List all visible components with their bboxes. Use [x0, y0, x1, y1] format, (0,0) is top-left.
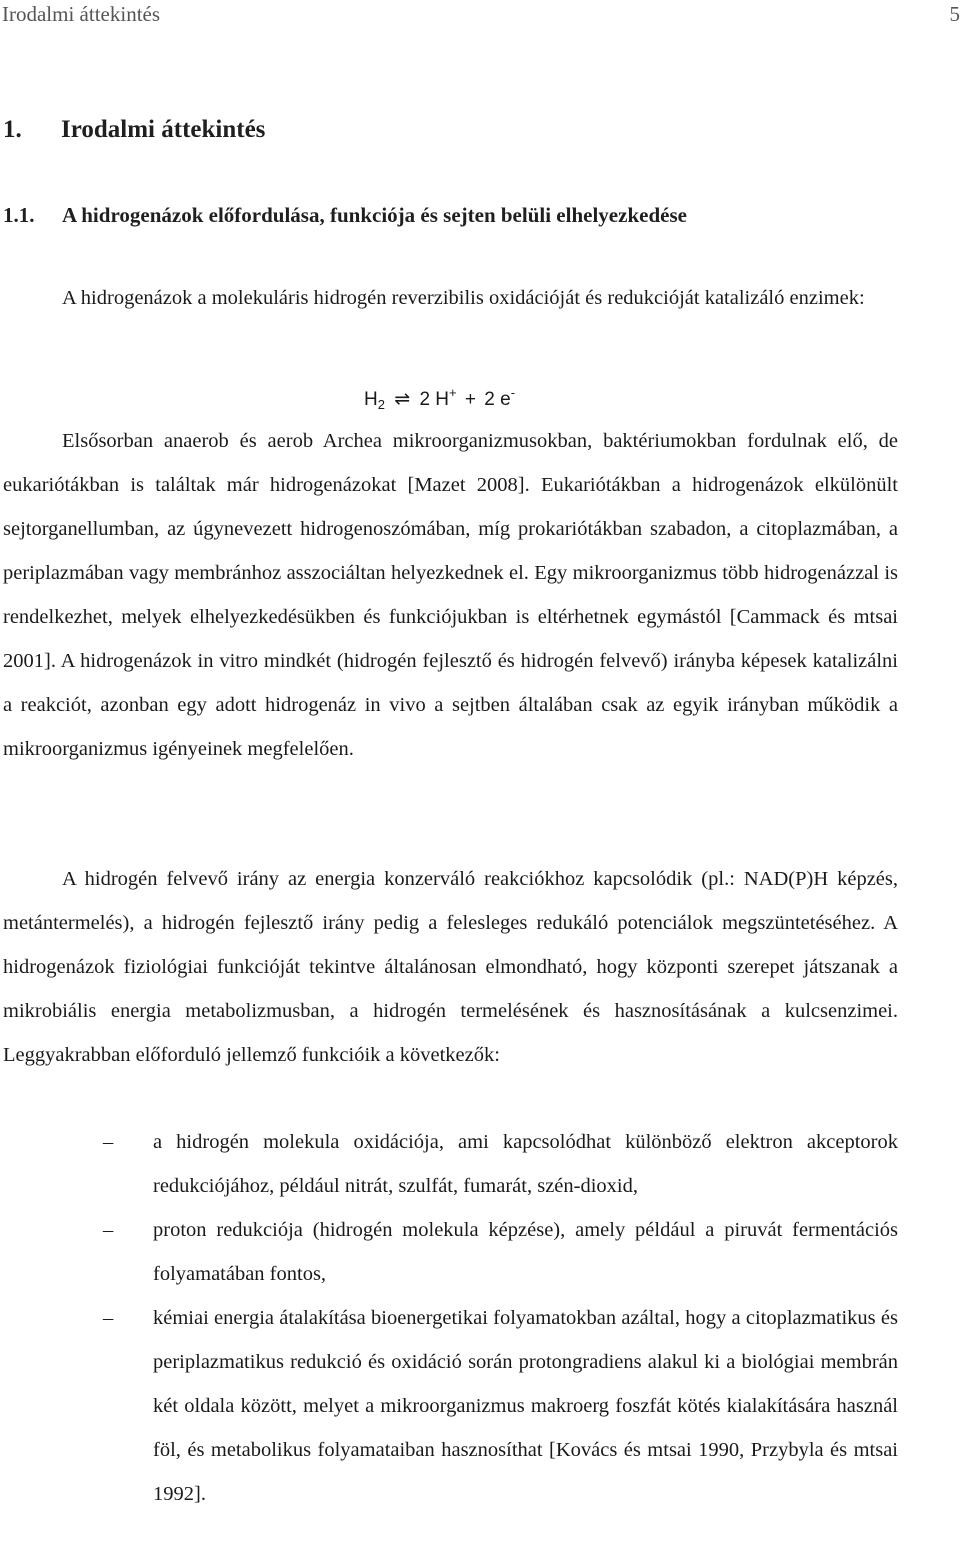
equilibrium-arrow: ⇌	[394, 389, 411, 410]
intro-paragraph: A hidrogenázok a molekuláris hidrogén reverzibilis oxidációját és redukcióját katalizáló enzimek:	[62, 287, 865, 309]
list-item-text: kémiai energia átalakítása bioenergetikai folyamatokban azáltal, hogy a citoplazmatikus és periplazmatikus redukció és oxidáció során protongradiens alakul ki a biológiai membrán két oldala között, melyet a mikroorganizmus makroerg foszfát kötés kialakítására használ föl, és metabolikus folyamataiban hasznosíthat [Kovács és mtsai 1990, Przybyla és mtsai 1992].	[153, 1307, 898, 1505]
running-header	[0, 0, 960, 30]
equation-rhs-electron: 2 e	[484, 389, 511, 410]
list-item-text: a hidrogén molekula oxidációja, ami kapcsolódhat különböző elektron akceptorok redukciójához, például nitrát, szulfát, fumarát, szén-dioxid,	[153, 1131, 898, 1197]
list-bullet: –	[103, 1219, 114, 1241]
function-list	[3, 1120, 898, 1516]
section-number: 1.1.	[3, 203, 35, 227]
list-bullet: –	[103, 1131, 114, 1153]
equation-lhs: H	[364, 389, 378, 410]
equation-rhs-proton: 2 H	[419, 389, 450, 410]
section-title: A hidrogenázok előfordulása, funkciója és sejten belüli elhelyezkedése	[62, 203, 687, 227]
list-item	[3, 1296, 898, 1516]
list-bullet: –	[103, 1307, 114, 1329]
list-item	[3, 1208, 898, 1296]
chapter-heading	[3, 113, 265, 147]
chapter-number: 1.	[3, 116, 22, 143]
chapter-title: Irodalmi áttekintés	[61, 116, 266, 143]
list-item-text: proton redukciója (hidrogén molekula képzése), amely például a piruvát fermentációs folyamatában fontos,	[153, 1219, 898, 1285]
function-paragraph: A hidrogén felvevő irány az energia konzerváló reakciókhoz kapcsolódik (pl.: NAD(P)H képzés, metántermelés), a hidrogén fejlesztő irány pedig a felesleges redukáló potenciálok megszüntetéséhez. A hidrogenázok fiziológiai funkcióját tekintve általánosan elmondható, hogy központi szerepet játszanak a mikrobiális energia metabolizmusban, a hidrogén termelésének és hasznosításának a kulcsenzimei. Leggyakrabban előforduló jellemző funkcióik a következők:	[3, 868, 898, 1066]
equation-lhs-subscript: 2	[377, 397, 385, 412]
page-number: 5	[949, 2, 960, 26]
reaction-equation	[364, 378, 515, 420]
equation-proton-charge: +	[449, 385, 457, 400]
occurrence-paragraph: Elsősorban anaerob és aerob Archea mikroorganizmusokban, baktériumokban fordulnak elő, de eukariótákban is találtak már hidrogenázokat [Mazet 2008]. Eukariótákban a hidrogenázok elkülönült sejtorganellumban, az úgynevezett hidrogenoszómában, míg prokariótákban szabadon, a citoplazmában, a periplazmában vagy membránhoz asszociáltan helyezkednek el. Egy mikroorganizmus több hidrogenázzal is rendelkezhet, melyek elhelyezkedésükben és funkciójukban is eltérhetnek egymástól [Cammack és mtsai 2001]. A hidrogenázok in vitro mindkét (hidrogén fejlesztő és hidrogén felvevő) irányba képesek katalizálni a reakciót, azonban egy adott hidrogenáz in vivo a sejtben általában csak az egyik irányban működik a mikroorganizmus igényeinek megfelelően.	[3, 430, 898, 760]
equation-plus: +	[464, 389, 477, 410]
list-item	[3, 1120, 898, 1208]
equation-electron-charge: -	[510, 385, 516, 400]
running-header-title: Irodalmi áttekintés	[2, 2, 161, 26]
section-heading	[3, 200, 687, 230]
